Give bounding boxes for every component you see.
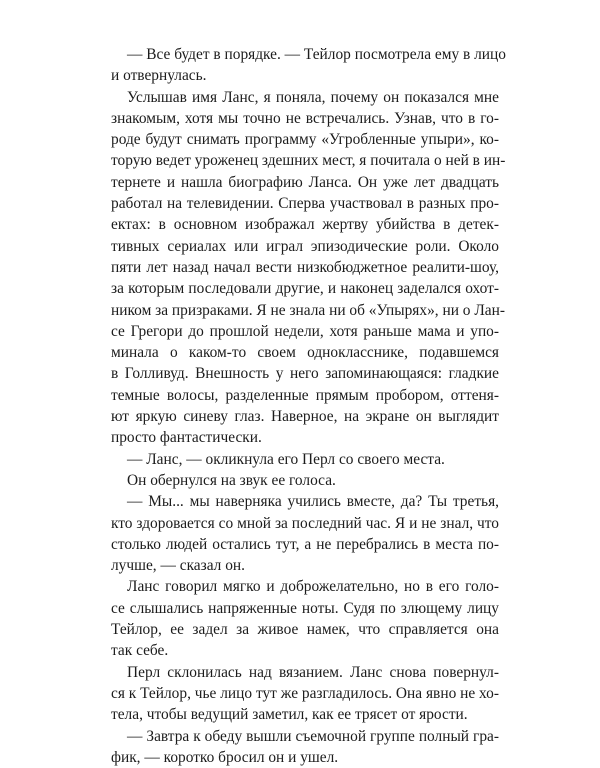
text-line: фик, — коротко бросил он и ушел. bbox=[111, 748, 339, 766]
text-line: Ланс говорил мягко и доброжелательно, но в его голо- bbox=[127, 578, 499, 596]
text-line: Услышав имя Ланс, я поняла, почему он показался мне bbox=[127, 88, 499, 106]
text-line: лучше, — сказал он. bbox=[111, 557, 245, 575]
text-line: ником за призраками. Я не знала ни об «Упырях», ни о Лан- bbox=[111, 301, 505, 319]
text-line: темные волосы, разделенные прямым пробором, оттеня- bbox=[111, 386, 499, 404]
text-line: роде будут снимать программу «Угробленные упыри», ко- bbox=[111, 131, 499, 149]
text-line: так себе. bbox=[111, 642, 169, 660]
text-line: Перл склонилась над вязанием. Ланс снова повернул- bbox=[127, 663, 499, 681]
text-line: за которым последовали другие, и наконец заделался охот- bbox=[111, 280, 499, 298]
text-line: столько людей остались тут, а не перебрались в места по- bbox=[111, 535, 499, 553]
text-line: пяти лет назад начал вести низкобюджетное реалити-шоу, bbox=[111, 258, 499, 276]
text-line: тивных сериалах или играл эпизодические роли. Около bbox=[111, 237, 499, 255]
text-line: в Голливуд. Внешность у него запоминающаяся: гладкие bbox=[111, 365, 499, 383]
text-line: се Грегори до прошлой недели, хотя раньше мама и упо- bbox=[111, 322, 499, 340]
text-line: ют яркую синеву глаз. Наверное, на экране он выглядит bbox=[111, 408, 499, 426]
text-line: се слышались напряженные ноты. Судя по злющему лицу bbox=[111, 599, 499, 617]
text-line: знакомым, хотя мы точно не встречались. Узнав, что в го- bbox=[111, 109, 499, 127]
text-line: — Ланс, — окликнула его Перл со своего места. bbox=[127, 450, 445, 468]
text-line: тернете и нашла биографию Ланса. Он уже лет двадцать bbox=[111, 173, 499, 191]
text-line: — Все будет в порядке. — Тейлор посмотрела ему в лицо bbox=[127, 46, 506, 63]
text-line: тела, чтобы ведущий заметил, как ее трясет от ярости. bbox=[111, 706, 468, 724]
body-text bbox=[111, 44, 506, 768]
text-line: просто фантастически. bbox=[111, 429, 262, 447]
text-line: Тейлор, ее задел за живое намек, что справляется она bbox=[111, 621, 499, 639]
text-line: и отвернулась. bbox=[111, 67, 207, 85]
text-line: минала о каком-то своем однокласснике, подавшемся bbox=[111, 344, 499, 362]
text-line: Он обернулся на звук ее голоса. bbox=[127, 471, 336, 489]
text-line: работал на телевидении. Сперва участвовал в разных про- bbox=[111, 195, 499, 213]
text-line: ся к Тейлор, чье лицо тут же разгладилось. Она явно не хо- bbox=[111, 684, 499, 702]
text-line: торую ведет уроженец здешних мест, я почитала о ней в ин- bbox=[111, 152, 506, 170]
text-line: ектах: в основном изображал жертву убийства в детек- bbox=[111, 216, 499, 234]
text-line: — Завтра к обеду вышли съемочной группе полный гра- bbox=[127, 727, 499, 745]
text-line: кто здоровается со мной за последний час. Я и не знал, что bbox=[111, 514, 499, 532]
text-line: — Мы... мы наверняка учились вместе, да? Ты третья, bbox=[127, 493, 499, 511]
